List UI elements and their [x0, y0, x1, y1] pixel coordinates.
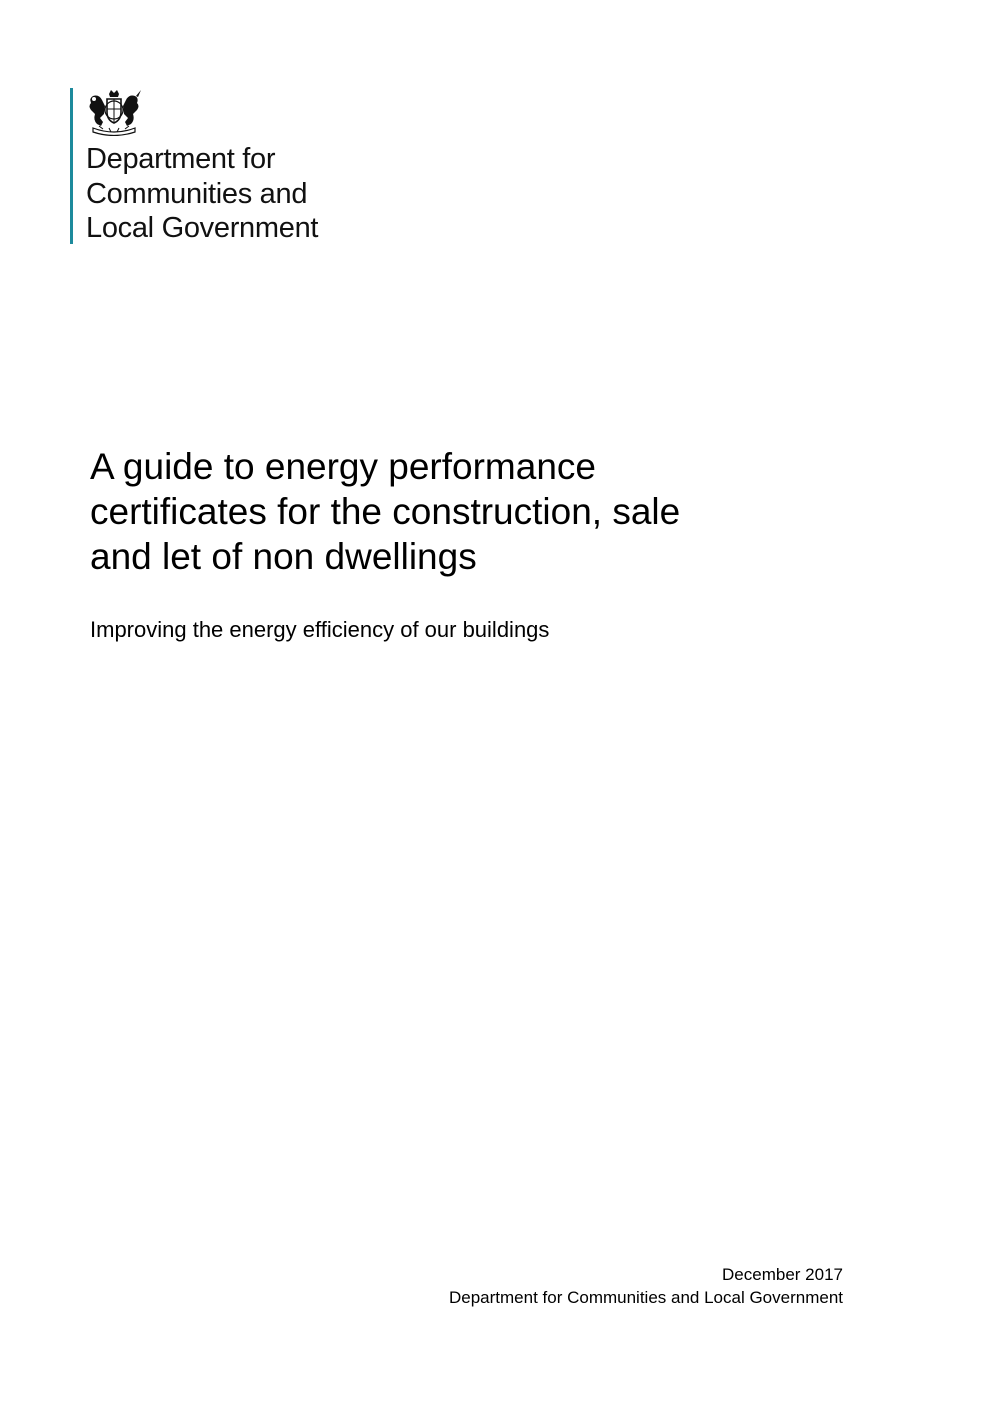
department-logo — [70, 88, 350, 244]
logo-line: Communities and — [86, 177, 308, 210]
title-line: and let of non dwellings — [90, 536, 477, 577]
logo-line: Local Government — [86, 212, 319, 244]
logo-line: Department for — [86, 143, 276, 175]
document-subtitle: Improving the energy efficiency of our buildings — [90, 617, 550, 642]
royal-coat-of-arms-icon — [85, 88, 143, 136]
publication-date: December 2017 — [722, 1265, 843, 1284]
document-title — [90, 444, 790, 579]
logo-wordmark — [86, 142, 318, 246]
title-line: A guide to energy performance — [90, 446, 596, 487]
publication-footer — [449, 1263, 843, 1309]
publisher-name: Department for Communities and Local Government — [448, 1288, 843, 1307]
logo-accent-bar — [70, 88, 73, 244]
title-line: certificates for the construction, sale — [90, 491, 681, 532]
